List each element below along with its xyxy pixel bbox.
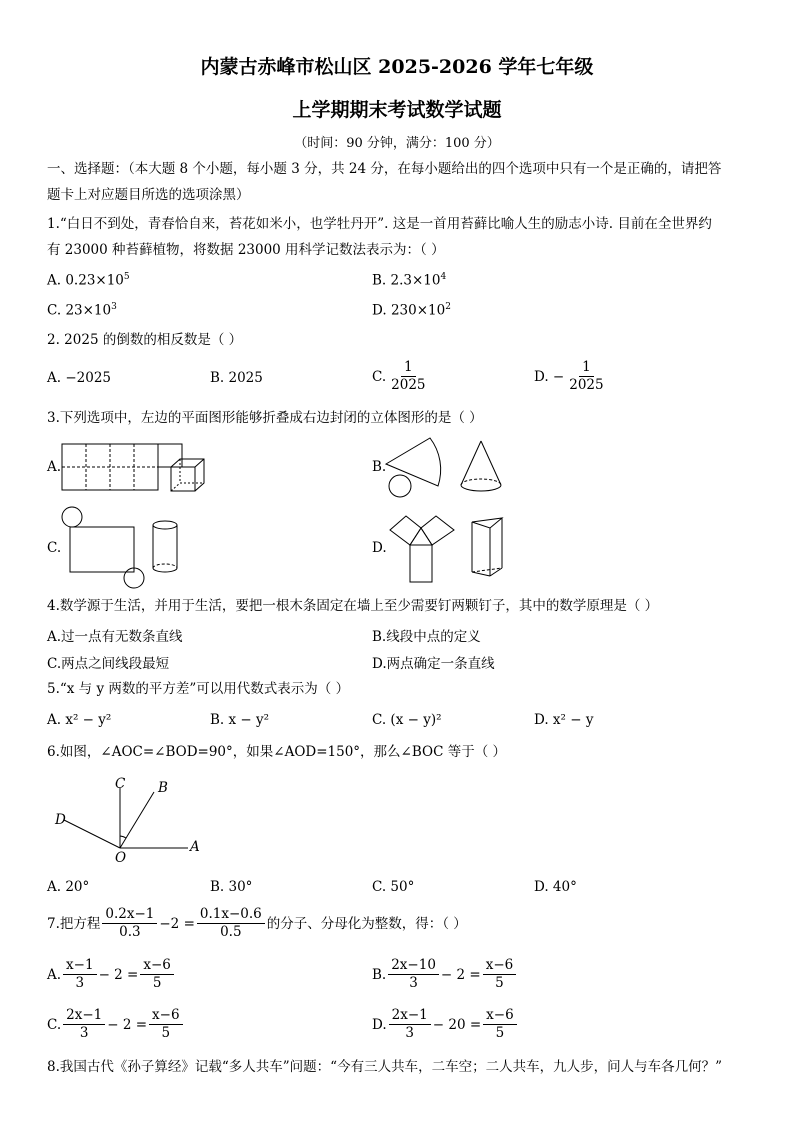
section-heading-line-2: 题卡上对应题目所选的选项涂黑） [47,187,250,203]
section-heading-line-1: 一、选择题：（本大题 8 个小题，每小题 3 分，共 24 分，在每小题给出的四个选项中只有一个是正确的，请把答 [47,161,722,177]
q8-stem: 8.我国古代《孙子算经》记载“多人共车”问题：“今有三人共车，二车空；二人共车，九人步，问人与车各几何？” [47,1059,722,1075]
q3-option-d-label[interactable]: D. [372,540,387,556]
q7-option-c[interactable]: C. $\frac{2x-1}{3}$ − 2 = $\frac{x-6}{5}$ [47,1007,185,1042]
q6-option-a[interactable]: A. 20° [47,879,90,895]
q6-label-o: O [115,850,127,866]
q5-option-a[interactable]: A. x² − y² [47,712,112,728]
q7-option-b[interactable]: B. $\frac{2x-10}{3}$ − 2 = $\frac{x-6}{5}$ [372,957,518,992]
q5-option-c[interactable]: C. (x − y)² [372,712,442,728]
q5-option-b[interactable]: B. x − y² [210,712,270,728]
exam-note: （时间：90 分钟，满分：100 分） [294,136,500,151]
q3-d-prism-net-figure [384,508,464,586]
q3-option-b-label[interactable]: B. [372,459,387,475]
q3-c-cylinder-figure [148,518,182,578]
q7-stem: 7.把方程 $\frac{0.2x-1}{0.3}$ −2 = $\frac{0.1x-0.6}{0.5}$ 的分子、分母化为整数，得：（ ） [47,906,467,940]
q4-option-b[interactable]: B.线段中点的定义 [372,629,481,645]
q1-option-a[interactable]: A. $0.23\times 10^5$ [47,272,130,289]
q4-option-a[interactable]: A.过一点有无数条直线 [47,629,183,645]
q6-label-a: A [190,839,200,855]
q3-stem: 3.下列选项中，左边的平面图形能够折叠成右边封闭的立体图形的是（ ） [47,410,483,426]
q7-option-a[interactable]: A. $\frac{x-1}{3}$ − 2 = $\frac{x-6}{5}$ [47,957,176,992]
q6-option-c[interactable]: C. 50° [372,879,415,895]
q6-label-c: C [115,776,126,792]
q4-stem: 4.数学源于生活，并用于生活，要把一根木条固定在墙上至少需要钉两颗钉子，其中的数学原理是（ ） [47,598,659,614]
q1-stem-line-1: 1.“白日不到处，青春恰自来，苔花如米小，也学牡丹开”. 这是一首用苔藓比喻人生的励志小诗. 目前在全世界约 [47,216,712,232]
q3-b-cone-figure [456,438,506,498]
q7-fraction-1: $\frac{0.2x-1}{0.3}$ [102,906,157,941]
q6-label-b: B [158,780,168,796]
q3-b-sector-net-figure [382,434,452,502]
q3-c-cylinder-net-figure [58,505,153,590]
q4-option-c[interactable]: C.两点之间线段最短 [47,656,170,672]
q3-d-prism-figure [468,514,508,580]
q6-label-d: D [55,812,66,828]
q2-d-fraction: $\frac{1}{2025}$ [569,359,604,393]
q6-angle-figure [50,772,210,868]
q5-option-d[interactable]: D. x² − y [534,712,594,728]
title-line-1: 内蒙古赤峰市松山区 2025-2026 学年七年级 [200,56,594,78]
q6-option-d[interactable]: D. 40° [534,879,577,895]
q1-option-d[interactable]: D. $230\times 10^2$ [372,302,451,319]
q2-stem: 2. 2025 的倒数的相反数是（ ） [47,332,243,348]
q2-option-c[interactable]: C. $\frac{1}{2025}$ [372,359,431,394]
q3-option-a-label[interactable]: A. [47,459,62,475]
q1-option-b[interactable]: B. $2.3\times 10^4$ [372,272,447,289]
q3-a-cube-figure [168,455,208,495]
q6-option-b[interactable]: B. 30° [210,879,253,895]
title-line-2: 上学期期末考试数学试题 [292,99,502,121]
q2-option-a[interactable]: A. −2025 [47,370,111,386]
q7-option-d[interactable]: D. $\frac{2x-1}{3}$ − 20 = $\frac{x-6}{5}$ [372,1007,519,1042]
q2-option-d[interactable]: D. − $\frac{1}{2025}$ [534,359,609,394]
q2-c-fraction: $\frac{1}{2025}$ [391,359,426,393]
q1-stem-line-2: 有 23000 种苔藓植物，将数据 23000 用科学记数法表示为：（ ） [47,242,445,258]
q6-stem: 6.如图，∠AOC=∠BOD=90°，如果∠AOD=150°，那么∠BOC 等于（ ） [47,744,507,760]
q3-option-c-label[interactable]: C. [47,540,62,556]
q1-option-c[interactable]: C. $23\times 10^3$ [47,302,117,319]
q2-option-b[interactable]: B. 2025 [210,370,263,386]
q5-stem: 5.“x 与 y 两数的平方差”可以用代数式表示为（ ） [47,681,350,697]
q7-fraction-2: $\frac{0.1x-0.6}{0.5}$ [197,906,265,941]
q4-option-d[interactable]: D.两点确定一条直线 [372,656,495,672]
